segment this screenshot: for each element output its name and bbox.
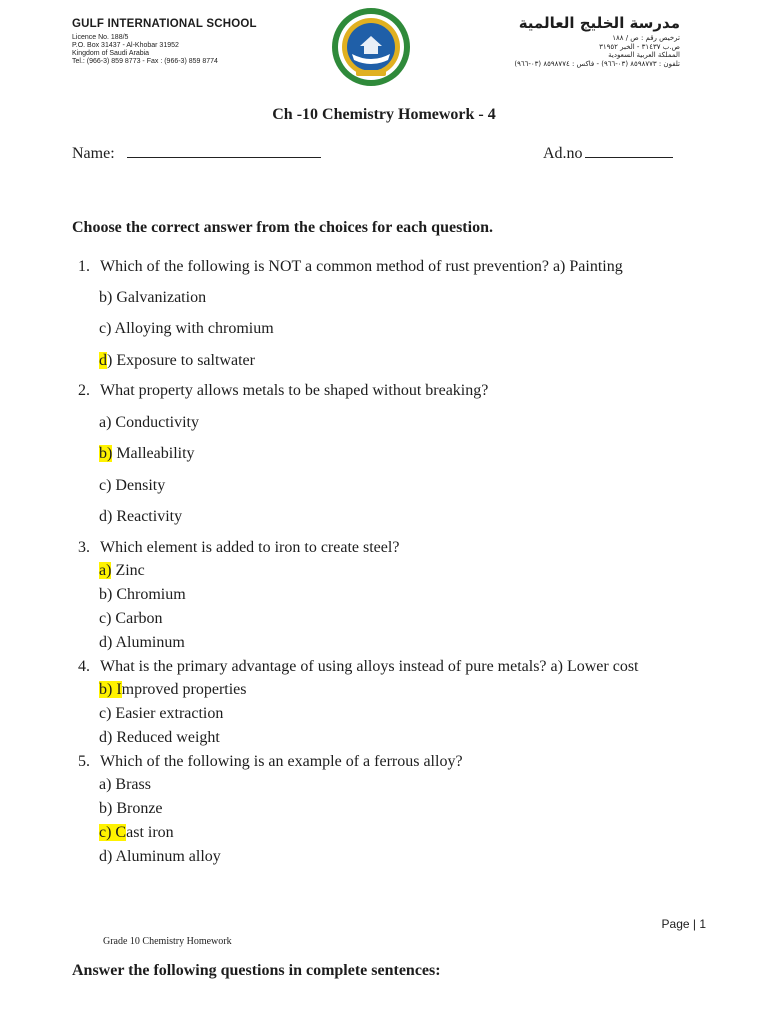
po-box-line-ar: ص.ب ٣١٤٣٧ - الخبر ٣١٩٥٢ — [599, 42, 680, 51]
page-number: Page | 1 — [661, 917, 706, 931]
option-text: Malleability — [112, 445, 195, 462]
licence-line: Licence No. 188/5 — [72, 34, 129, 41]
question-number: 3. — [78, 539, 90, 556]
option-4b — [99, 681, 247, 699]
school-header-en — [72, 18, 312, 66]
question-text: Which of the following is an example of a ferrous alloy? — [100, 753, 463, 770]
option-5d — [99, 848, 221, 866]
option-4d — [99, 729, 220, 747]
option-text: ) Exposure to saltwater — [107, 352, 255, 369]
school-seal-logo — [330, 6, 412, 88]
name-label: Name: — [72, 145, 115, 162]
option-text: c) Carbon — [99, 610, 163, 627]
question-3 — [78, 539, 399, 557]
option-2c — [99, 477, 165, 495]
option-text: mproved properties — [121, 681, 247, 698]
adno-row — [543, 143, 673, 163]
question-number: 5. — [78, 753, 90, 770]
question-4 — [78, 658, 639, 676]
answer-highlight: d — [99, 352, 107, 369]
question-2 — [78, 382, 488, 400]
option-5a — [99, 776, 151, 794]
option-2d — [99, 508, 182, 526]
name-blank-line[interactable] — [127, 143, 321, 158]
adno-blank-line[interactable] — [585, 143, 673, 158]
question-text: What property allows metals to be shaped without breaking? — [100, 382, 489, 399]
option-text: a) Conductivity — [99, 414, 199, 431]
option-3c — [99, 610, 163, 628]
option-1d — [99, 352, 255, 370]
po-box-line: P.O. Box 31437 - Al-Khobar 31952 — [72, 42, 179, 49]
option-text: b) Galvanization — [99, 289, 207, 306]
phone-fax-line-ar: تلفون : ٨٥٩٨٧٧٣ (٠٣-٩٦٦) - فاكس : ٨٥٩٨٧٧٤ (٠٣-٩٦٦) — [514, 59, 680, 68]
question-number: 1. — [78, 258, 90, 275]
option-3d — [99, 634, 185, 652]
question-number: 4. — [78, 658, 90, 675]
school-name-en: GULF INTERNATIONAL SCHOOL — [72, 18, 257, 30]
option-4c — [99, 705, 223, 723]
answer-highlight: c) C — [99, 824, 127, 841]
document-title: Ch -10 Chemistry Homework - 4 — [272, 106, 496, 123]
option-text: d) Aluminum alloy — [99, 848, 221, 865]
answer-highlight: b) I — [99, 681, 122, 698]
answer-highlight: b) — [99, 445, 113, 462]
country-line: Kingdom of Saudi Arabia — [72, 50, 150, 57]
section-heading: Answer the following questions in complete sentences: — [72, 962, 441, 979]
option-text: a) Brass — [99, 776, 151, 793]
option-text: ast iron — [126, 824, 174, 841]
option-3b — [99, 586, 186, 604]
option-text: c) Density — [99, 477, 166, 494]
option-3a — [99, 562, 145, 580]
option-text: c) Alloying with chromium — [99, 320, 274, 337]
school-header-ar — [440, 14, 680, 68]
question-1 — [78, 258, 623, 276]
page-footer: Grade 10 Chemistry Homework — [103, 936, 232, 947]
option-text: b) Bronze — [99, 800, 163, 817]
answer-highlight: a) — [99, 562, 112, 579]
option-1b — [99, 289, 206, 307]
option-text: Zinc — [111, 562, 145, 579]
option-text: c) Easier extraction — [99, 705, 224, 722]
phone-fax-line: Tel.: (966-3) 859 8773 - Fax : (966-3) 859 8774 — [72, 58, 218, 65]
question-text: Which element is added to iron to create steel? — [100, 539, 400, 556]
question-5 — [78, 753, 463, 771]
option-text: b) Chromium — [99, 586, 186, 603]
option-text: d) Reactivity — [99, 508, 183, 525]
option-1c — [99, 320, 274, 338]
option-5b — [99, 800, 163, 818]
school-name-ar: مدرسة الخليج العالمية — [518, 14, 680, 32]
option-text: d) Aluminum — [99, 634, 185, 651]
licence-line-ar: ترخيص رقم : ص / ١٨٨ — [612, 34, 680, 42]
question-text: Which of the following is NOT a common method of rust prevention? a) Painting — [100, 258, 623, 275]
option-5c — [99, 824, 174, 842]
option-2b — [99, 445, 195, 463]
option-2a — [99, 414, 199, 432]
instructions: Choose the correct answer from the choices for each question. — [72, 219, 493, 236]
name-row — [72, 143, 321, 163]
question-number: 2. — [78, 382, 90, 399]
adno-label: Ad.no — [543, 145, 583, 162]
country-line-ar: المملكة العربية السعودية — [608, 51, 680, 59]
question-text: What is the primary advantage of using alloys instead of pure metals? a) Lower cost — [100, 658, 639, 675]
option-text: d) Reduced weight — [99, 729, 220, 746]
